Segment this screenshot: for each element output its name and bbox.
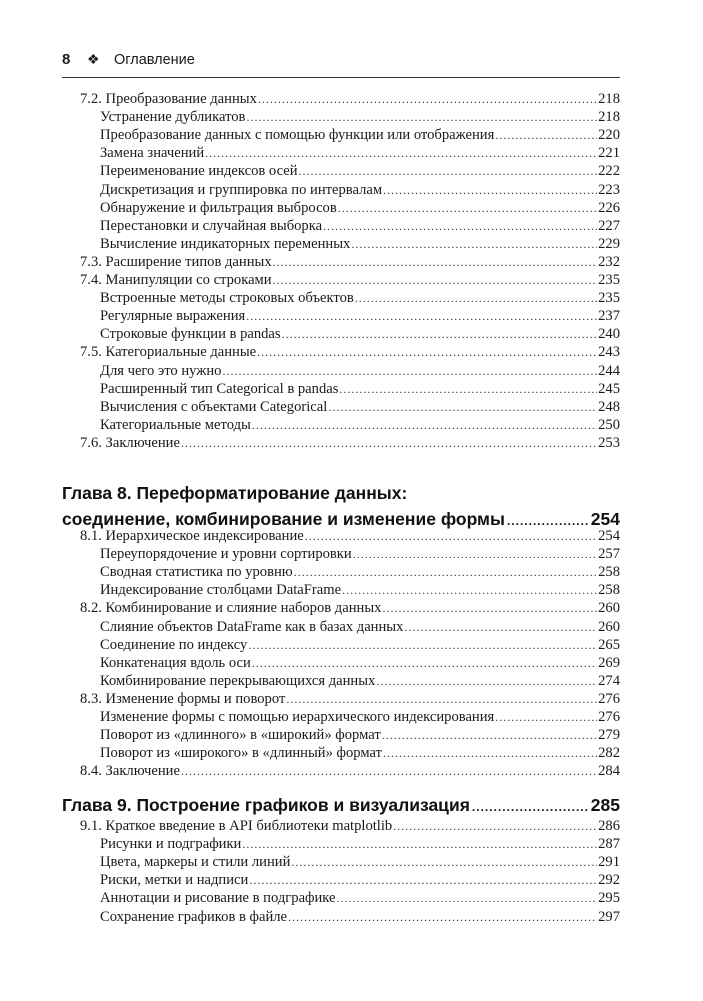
leader-dots — [273, 271, 598, 289]
leader-dots — [339, 380, 597, 398]
leader-dots — [205, 144, 597, 162]
toc-subsection-entry[interactable] — [100, 362, 620, 380]
entry-page-number: 235 — [598, 290, 620, 307]
entry-title: Комбинирование перекрывающихся данных — [100, 672, 376, 689]
entry-page-number: 222 — [598, 163, 620, 180]
toc-subsection-entry[interactable] — [100, 636, 620, 654]
entry-page-number: 257 — [598, 546, 620, 563]
leader-dots — [222, 362, 597, 380]
toc-section-entry[interactable] — [80, 762, 620, 780]
entry-title: 7.3. Расширение типов данных — [80, 253, 272, 270]
leader-dots — [248, 636, 597, 654]
entry-page-number: 221 — [598, 145, 620, 162]
entry-title: Поворот из «длинного» в «широкий» формат — [100, 727, 381, 744]
toc-subsection-entry[interactable] — [100, 307, 620, 325]
entry-title: 8.1. Иерархическое индексирование — [80, 528, 304, 544]
leader-dots — [342, 581, 597, 599]
chapter-9-heading[interactable] — [62, 792, 620, 818]
leader-dots — [242, 835, 597, 853]
toc-section-entry[interactable] — [80, 271, 620, 289]
entry-page-number: 258 — [598, 582, 620, 599]
toc-section-entry[interactable] — [80, 90, 620, 108]
entry-title: Строковые функции в pandas — [100, 326, 281, 343]
entry-page-number: 279 — [598, 727, 620, 744]
entry-title: Переупорядочение и уровни сортировки — [100, 546, 352, 563]
entry-title: Расширенный тип Categorical в pandas — [100, 380, 339, 397]
leader-dots — [393, 817, 597, 835]
entry-title: Устранение дубликатов — [100, 109, 246, 126]
entry-page-number: 223 — [598, 181, 620, 198]
toc-subsection-entry[interactable] — [100, 181, 620, 199]
entry-title: 7.2. Преобразование данных — [80, 91, 257, 107]
chapter-8-title-line2: соединение, комбинирование и изменение формы — [62, 509, 505, 529]
entry-title: Сводная статистика по уровню — [100, 564, 293, 581]
entry-page-number: 260 — [598, 618, 620, 635]
entry-title: Переименование индексов осей — [100, 163, 298, 180]
leader-dots — [249, 871, 597, 889]
page-number: 8 — [62, 51, 71, 68]
leader-dots — [383, 744, 597, 762]
entry-page-number: 243 — [598, 344, 620, 361]
toc-subsection-entry[interactable] — [100, 162, 620, 180]
entry-page-number: 291 — [598, 854, 620, 871]
entry-page-number: 297 — [598, 908, 620, 925]
entry-title: Изменение формы с помощью иерархического индексирования — [100, 709, 495, 725]
toc-subsection-entry[interactable] — [100, 416, 620, 434]
leader-dots — [382, 599, 597, 617]
entry-title: Соединение по индексу — [100, 636, 248, 653]
leader-dots — [246, 307, 597, 325]
entry-title: Для чего это нужно — [100, 362, 222, 379]
entry-page-number: 237 — [598, 308, 620, 325]
leader-dots — [282, 325, 598, 343]
toc-subsection-entry[interactable] — [100, 744, 620, 762]
toc-subsection-entry[interactable] — [100, 853, 620, 871]
leader-dots — [273, 253, 597, 271]
entry-page-number: 260 — [598, 600, 620, 617]
entry-title: Регулярные выражения — [100, 308, 246, 325]
entry-page-number: 254 — [598, 528, 620, 544]
entry-title: 9.1. Краткое введение в API библиотеки matplotlib — [80, 818, 393, 834]
toc-section-entry[interactable] — [80, 434, 620, 452]
entry-page-number: 269 — [598, 654, 620, 671]
chapter-8-title-line1: Глава 8. Переформатирование данных: — [62, 483, 408, 503]
entry-page-number: 250 — [598, 416, 620, 433]
toc-subsection-entry[interactable] — [100, 235, 620, 253]
toc-subsection-entry[interactable] — [100, 726, 620, 744]
toc-section-entry[interactable] — [80, 690, 620, 708]
leader-dots — [337, 889, 598, 907]
entry-title: Категориальные методы — [100, 416, 251, 433]
entry-title: 7.6. Заключение — [80, 434, 180, 451]
entry-page-number: 274 — [598, 672, 620, 689]
header-title: Оглавление — [114, 52, 195, 68]
entry-page-number: 292 — [598, 872, 620, 889]
toc-subsection-entry[interactable] — [100, 289, 620, 307]
leader-dots — [258, 90, 597, 108]
leader-dots — [495, 708, 597, 726]
toc-section-entry[interactable] — [80, 599, 620, 617]
entry-page-number: 245 — [598, 380, 620, 397]
entry-title: Преобразование данных с помощью функции или отображения — [100, 127, 495, 144]
toc-subsection-entry[interactable] — [100, 380, 620, 398]
toc-subsection-entry[interactable] — [100, 672, 620, 690]
toc-subsection-entry[interactable] — [100, 545, 620, 563]
toc-section-entry[interactable] — [80, 343, 620, 361]
leader-dots — [404, 618, 597, 636]
leader-dots — [495, 126, 597, 144]
leader-dots — [291, 853, 597, 871]
toc-subsection-entry[interactable] — [100, 835, 620, 853]
leader-dots — [328, 398, 597, 416]
ornament-icon: ❖ — [87, 51, 100, 67]
toc-subsection-entry[interactable] — [100, 398, 620, 416]
entry-page-number: 282 — [598, 745, 620, 762]
entry-title: Вычисление индикаторных переменных — [100, 235, 351, 252]
leader-dots — [382, 726, 597, 744]
toc-subsection-entry[interactable] — [100, 908, 620, 926]
leader-dots — [355, 289, 597, 307]
entry-page-number: 276 — [598, 709, 620, 725]
entry-title: 8.4. Заключение — [80, 763, 180, 780]
entry-page-number: 253 — [598, 434, 620, 451]
entry-page-number: 265 — [598, 636, 620, 653]
entry-title: Перестановки и случайная выборка — [100, 217, 323, 234]
chapter-8-heading[interactable] — [62, 480, 620, 532]
leader-dots — [294, 563, 597, 581]
leader-dots — [252, 416, 597, 434]
entry-title: 7.5. Категориальные данные — [80, 344, 257, 361]
entry-title: 8.2. Комбинирование и слияние наборов данных — [80, 600, 382, 617]
leader-dots — [351, 235, 597, 253]
leader-dots — [323, 217, 597, 235]
entry-page-number: 218 — [598, 109, 620, 126]
leader-dots — [181, 434, 597, 452]
leader-dots — [257, 343, 597, 361]
leader-dots — [288, 908, 597, 926]
leader-dots — [383, 181, 597, 199]
toc-section-entry[interactable] — [80, 527, 620, 545]
leader-dots — [181, 762, 597, 780]
toc-subsection-entry[interactable] — [100, 325, 620, 343]
entry-page-number: 229 — [598, 235, 620, 252]
entry-page-number: 240 — [598, 326, 620, 343]
leader-dots — [246, 108, 597, 126]
entry-page-number: 227 — [598, 217, 620, 234]
leader-dots — [305, 527, 597, 545]
leader-dots — [299, 162, 598, 180]
toc-subsection-entry[interactable] — [100, 126, 620, 144]
entry-title: Встроенные методы строковых объектов — [100, 290, 354, 307]
entry-title: Дискретизация и группировка по интервалам — [100, 181, 383, 198]
toc-subsection-entry[interactable] — [100, 708, 620, 726]
toc-subsection-entry[interactable] — [100, 654, 620, 672]
entry-page-number: 276 — [598, 690, 620, 707]
toc-subsection-entry[interactable] — [100, 581, 620, 599]
toc-subsection-entry[interactable] — [100, 144, 620, 162]
entry-page-number: 258 — [598, 564, 620, 581]
toc-section-entry[interactable] — [80, 817, 620, 835]
toc-subsection-entry[interactable] — [100, 618, 620, 636]
toc-subsection-entry[interactable] — [100, 889, 620, 907]
toc-subsection-entry[interactable] — [100, 199, 620, 217]
entry-page-number: 218 — [598, 91, 620, 107]
entry-title: Обнаружение и фильтрация выбросов — [100, 199, 337, 216]
entry-page-number: 287 — [598, 836, 620, 853]
entry-title: Поворот из «широкого» в «длинный» формат — [100, 745, 382, 762]
leader-dots — [338, 199, 597, 217]
leader-dots — [286, 690, 597, 708]
toc-subsection-entry[interactable] — [100, 563, 620, 581]
entry-page-number: 284 — [598, 763, 620, 780]
entry-title: Сохранение графиков в файле — [100, 908, 288, 925]
entry-title: Вычисления с объектами Categorical — [100, 398, 328, 415]
entry-page-number: 226 — [598, 199, 620, 216]
entry-page-number: 295 — [598, 890, 620, 907]
leader-dots — [252, 654, 597, 672]
entry-page-number: 232 — [598, 253, 620, 270]
toc-section-entry[interactable] — [80, 253, 620, 271]
entry-title: Индексирование столбцами DataFrame — [100, 582, 342, 599]
entry-title: Риски, метки и надписи — [100, 872, 249, 889]
entry-title: 8.3. Изменение формы и поворот — [80, 690, 286, 707]
entry-title: Слияние объектов DataFrame как в базах данных — [100, 618, 404, 635]
leader-dots — [353, 545, 597, 563]
chapter-9-title: Глава 9. Построение графиков и визуализация — [62, 795, 470, 815]
toc-subsection-entry[interactable] — [100, 108, 620, 126]
entry-title: Рисунки и подграфики — [100, 836, 242, 853]
toc-subsection-entry[interactable] — [100, 871, 620, 889]
entry-title: Конкатенация вдоль оси — [100, 654, 251, 671]
chapter-9-page: 285 — [590, 795, 620, 815]
leader-dots — [376, 672, 597, 690]
entry-title: Замена значений — [100, 145, 205, 162]
entry-title: 7.4. Манипуляции со строками — [80, 272, 272, 288]
entry-page-number: 220 — [598, 127, 620, 144]
entry-page-number: 286 — [598, 818, 620, 834]
entry-page-number: 235 — [598, 272, 620, 288]
entry-title: Цвета, маркеры и стили линий — [100, 854, 291, 871]
toc-subsection-entry[interactable] — [100, 217, 620, 235]
entry-page-number: 244 — [598, 362, 620, 379]
entry-page-number: 248 — [598, 398, 620, 415]
chapter-8-page: 254 — [590, 509, 620, 529]
entry-title: Аннотации и рисование в подграфике — [100, 890, 336, 907]
